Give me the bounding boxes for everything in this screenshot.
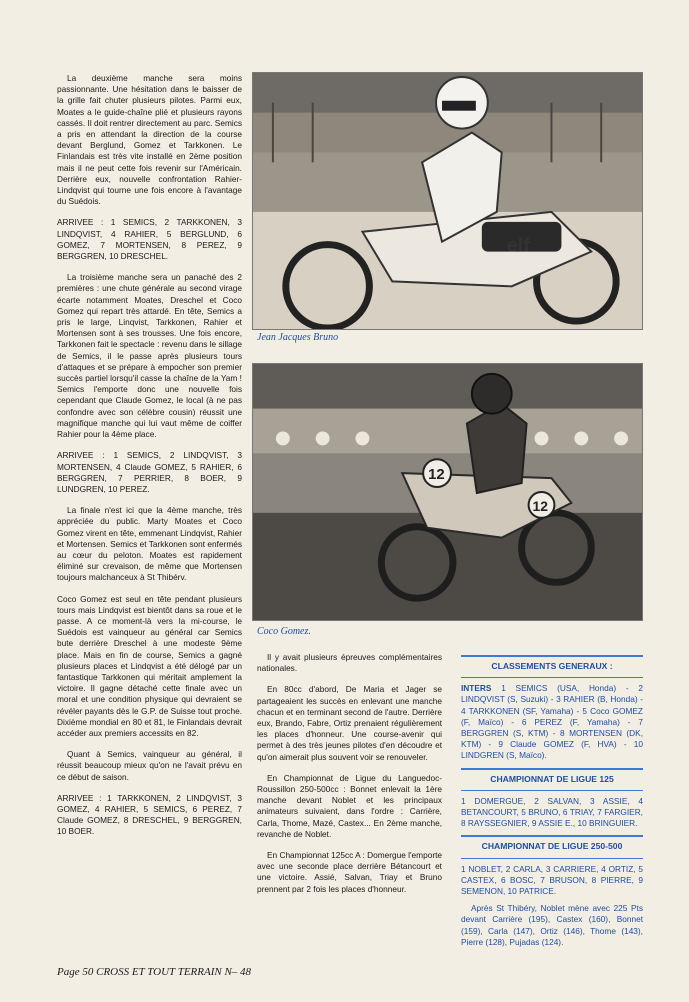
race-result: ARRIVEE : 1 SEMICS, 2 TARKKONEN, 3 LINDQVIST, 4 RAHIER, 5 BERGLUND, 6 GOMEZ, 7 MORTENSEN, 8 PEREZ, 9 BERGGREN, 10 DRESCHEL. [57, 217, 242, 262]
article-paragraph: En 80cc d'abord, De Maria et Jager se partageaient les succès en enlevant une manche chacun et en terminant second de l'autre. Derrière eux, Brando, Fabre, Ortiz prenaient régulièrement les places d'honneur. Une course-avenir qui permet à des très jeunes pilotes d'en découdre et qu'on aimerait plus souvent voir se renouveler. [257, 684, 442, 762]
article-paragraph: La finale n'est ici que la 4ème manche, très appréciée du public. Marty Moates et Coco Gomez virent en tête, emmenant Lindqvist, Rahier et Mortensen. Semics et Tarkkonen sont enfermés au cœur du peloton. Moates est rapidement éliminé sur crevaison, de même que Mortensen toujours malchanceux à St Thibérv. [57, 505, 242, 583]
inters-label: INTERS [461, 683, 492, 694]
article-paragraph: En Championnat de Ligue du Languedoc-Roussillon 250-500cc : Bonnet enlevait la 1ère manche devant Noblet et les principaux animateurs suivaient, dans l'ordre : Carrière, Carla, Thome, Mazé, Castex... En 2ème manche, revanche de Noblet. [257, 772, 442, 839]
ligue-125-standings: 1 DOMERGUE, 2 SALVAN, 3 ASSIE, 4 BETANCOURT, 5 BRUNO, 6 TRIAY, 7 FARGIER, 8 RAYSSEGNIER, 9 ASSIE E., 10 BRINGUIER. [461, 795, 643, 829]
page-footer: Page 50 CROSS ET TOUT TERRAIN N– 48 [57, 966, 252, 978]
race-result: ARRIVEE : 1 TARKKONEN, 2 LINDQVIST, 3 GOMEZ, 4 RAHIER, 5 SEMICS, 6 PEREZ, 7 Claude GOMEZ, 8 DRESCHEL, 9 BERGGREN, 10 BOER. [57, 792, 242, 837]
motocross-photo-bruno [252, 72, 643, 330]
photo-caption: Coco Gomez. [257, 626, 311, 637]
photo-caption: Jean Jacques Bruno [257, 332, 339, 343]
middle-column [257, 652, 442, 905]
section-rule [461, 677, 643, 678]
article-paragraph: La troisième manche sera un panaché des 2 premières : une chute générale au second virage écarte notamment Moates, Dreschel et Coco Gomez qui repart très attardé. En tête, Semics a pris le large, Linqvist, Tarkkonen, Rahier et Mortensen sont à ses trousses. Une fois encore, Tarkkonen fait le spectacle : revenu dans le sillage de Semics, il le passe après plusieurs tours d'attaques et se prépare à empocher son premier succès partiel lorsqu'il casse la chaîne de la Yam ! Semics l'emporte donc une nouvelle fois cependant que Claude Gomez, le local (à ne pas confondre avec son célèbre cousin) réussit une magnifique manche qui lui vaut même de coiffer Rahier pour la 4ème place. [57, 272, 242, 440]
standings-box [461, 655, 643, 954]
svg-text:12: 12 [532, 497, 549, 514]
article-paragraph: En Championnat 125cc A : Domergue l'emporte avec une seconde place derrière Bétancourt et une victoire. Assié, Salvan, Triay et Bruno prennent par 2 fois les places d'honneur. [257, 850, 442, 894]
article-paragraph: Quant à Semics, vainqueur au général, il réussit beaucoup mieux qu'on ne l'avait prévu en ce début de saison. [57, 749, 242, 782]
article-paragraph: La deuxième manche sera moins passionnante. Une hésitation dans le baisser de la grille fait chuter plusieurs pilotes. Parmi eux, Moates a le guide-chaîne plié et plusieurs rayons cassés. Il doit rentrer directement au parc. Semics a pris en attendant la direction de la course devant Berglund, Gomez et Tarkkonen. Le Finlandais est très vite installé en 2ème position mais il ne peut cette fois revenir sur l'Américain. Derrière eux, nouvelle confrontation Rahier-Lindqvist qui tourne une fois encore à l'avantage du Suédois. [57, 73, 242, 207]
inters-text: 1 SEMICS (USA, Honda) - 2 LINDQVIST (S, Suzuki) - 3 RAHIER (B, Honda) - 4 TARKKONEN (SF, Yamaha) - 5 Coco GOMEZ (F, Maïco) - 6 PEREZ (F, Yamaha) - 7 BERGGREN (S, KTM) - 8 MORTENSEN (DK, KTM) - 9 Claude GOMEZ (F, HVA) - 10 LINDGREN (S, Maïco). [461, 683, 644, 761]
ligue-250-standings: 1 NOBLET, 2 CARLA, 3 CARRIERE, 4 ORTIZ, 5 CASTEX, 6 BOSC, 7 BRUSON, 8 PIERRE, 9 SEMENON, 10 PATRICE. [461, 863, 643, 897]
race-result: ARRIVEE : 1 SEMICS, 2 LINDQVIST, 3 MORTENSEN, 4 Claude GOMEZ, 5 RAHIER, 6 BERGGREN, 7 PERRIER, 8 BOER, 9 LUNDGREN, 10 PEREZ. [57, 450, 242, 494]
points-summary: Après St Thibéry, Noblet mène avec 225 Pts devant Carrière (195), Castex (160), Bonnet (159), Carla (147), Ortiz (146), Thome (143), Pierre (128), Pujadas (124). [461, 903, 643, 947]
svg-text:12: 12 [428, 467, 445, 484]
ligue-125-title: CHAMPIONNAT DE LIGUE 125 [490, 773, 614, 784]
inters-standings [461, 683, 643, 761]
left-column [57, 73, 242, 848]
svg-text:elf: elf [506, 234, 530, 257]
ligue-250-title: CHAMPIONNAT DE LIGUE 250-500 [481, 841, 623, 852]
standings-title: CLASSEMENTS GENERAUX : [491, 661, 613, 671]
section-header [461, 768, 643, 791]
article-paragraph: Coco Gomez est seul en tête pendant plusieurs tours mais Lindqvist est bientôt dans sa roue et le passe. A ce moment-là vers la mi-course, le Suédois est vainqueur au général car Semics bute derrière Dreschel à une modeste 9ème place. Mais en fin de course, Semics a gagné plusieurs places et Lindqvist a été délogé par un fantastique Tarkkonen qui méritait amplement la victoire. Il gagne détaché cette finale avec un moral et une condition physique qui devraient se révéler payants dès le G.P. de Suisse tout proche. Dixième mondial en 80 et 81, le Finlandais devrait accéder aux premiers accessits en 82. [57, 593, 242, 738]
motocross-photo-gomez [252, 363, 643, 621]
section-header [461, 835, 643, 858]
article-paragraph: Il y avait plusieurs épreuves complémentaires nationales. [257, 652, 442, 674]
